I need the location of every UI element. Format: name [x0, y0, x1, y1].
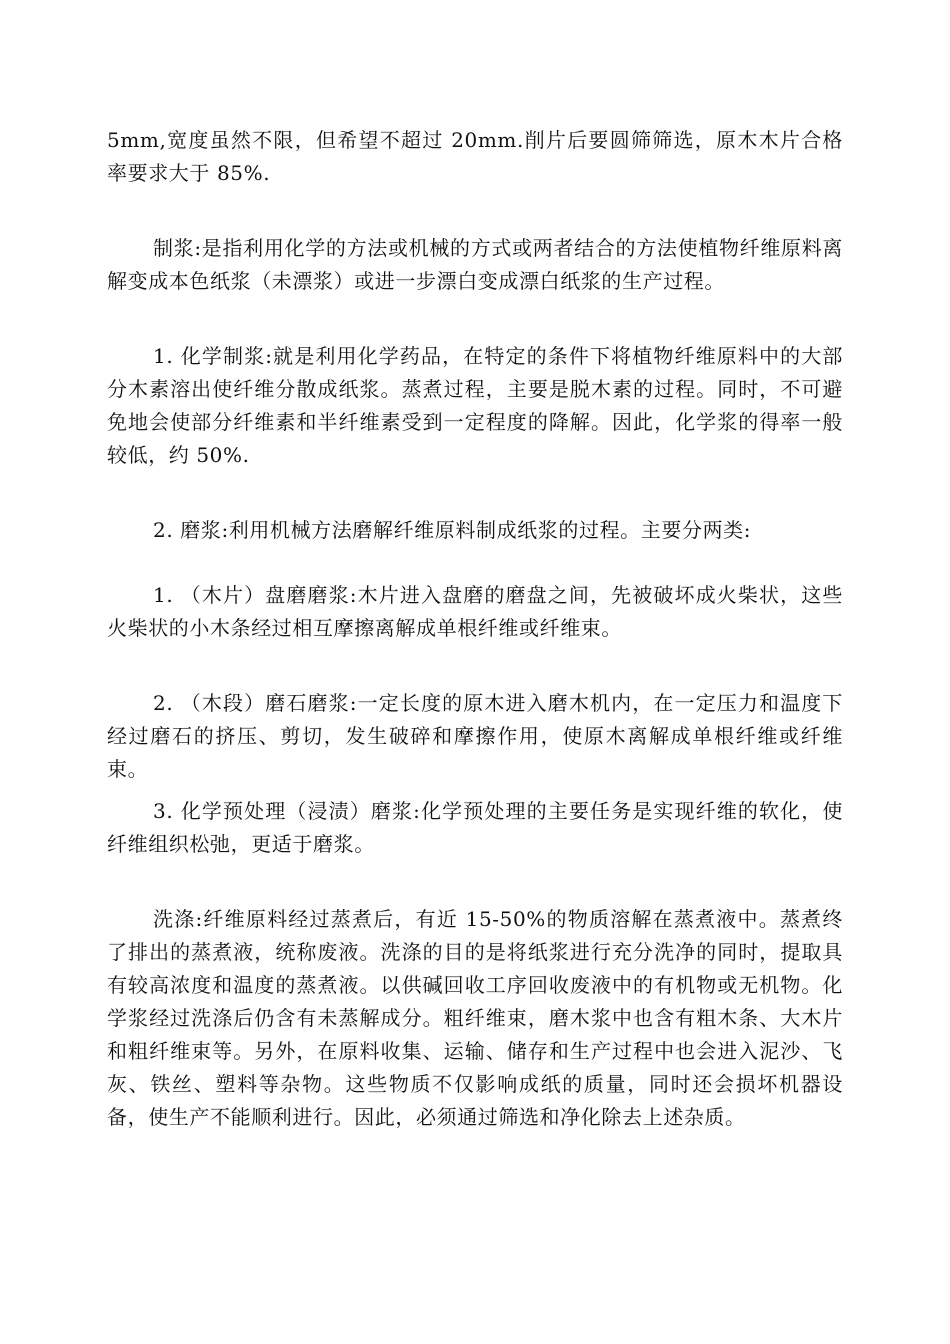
paragraph-pulping-definition: 制浆:是指利用化学的方法或机械的方式或两者结合的方法使植物纤维原料离解变成本色纸浆（未漂浆）或进一步漂白变成漂白纸浆的生产过程。: [107, 236, 843, 293]
paragraph-stone-grinding: 2. （木段）磨石磨浆:一定长度的原木进入磨木机内，在一定压力和温度下经过磨石的挤压、剪切，发生破碎和摩擦作用，使原木离解成单根纤维或纤维束。: [107, 691, 843, 781]
paragraph-chip-size-continuation: 5mm,宽度虽然不限，但希望不超过 20mm.削片后要圆筛筛选，原木木片合格率要求大于 85%.: [107, 128, 843, 185]
paragraph-mechanical-pulping: 2. 磨浆:利用机械方法磨解纤维原料制成纸浆的过程。主要分两类:: [153, 518, 752, 542]
paragraph-chemical-pulping: 1. 化学制浆:就是利用化学药品，在特定的条件下将植物纤维原料中的大部分木素溶出使纤维分散成纸浆。蒸煮过程，主要是脱木素的过程。同时，不可避免地会使部分纤维素和半纤维素受到一定程度的降解。因此，化学浆的得率一般较低，约 50%.: [107, 344, 843, 467]
paragraph-washing: 洗涤:纤维原料经过蒸煮后，有近 15-50%的物质溶解在蒸煮液中。蒸煮终了排出的蒸煮液，统称废液。洗涤的目的是将纸浆进行充分洗净的同时，提取具有较高浓度和温度的蒸煮液。以供碱回收工序回收废液中的有机物或无机物。化学浆经过洗涤后仍含有未蒸解成分。粗纤维束，磨木浆中也含有粗木条、大木片和粗纤维束等。另外，在原料收集、运输、储存和生产过程中也会进入泥沙、飞灰、铁丝、塑料等杂物。这些物质不仅影响成纸的质量，同时还会损坏机器设备，使生产不能顺利进行。因此，必须通过筛选和净化除去上述杂质。: [107, 907, 843, 1129]
paragraph-disc-refining: 1. （木片）盘磨磨浆:木片进入盘磨的磨盘之间，先被破坏成火柴状，这些火柴状的小木条经过相互摩擦离解成单根纤维或纤维束。: [107, 583, 843, 640]
paragraph-chemical-pretreatment: 3. 化学预处理（浸渍）磨浆:化学预处理的主要任务是实现纤维的软化，使纤维组织松弛，更适于磨浆。: [107, 799, 843, 856]
